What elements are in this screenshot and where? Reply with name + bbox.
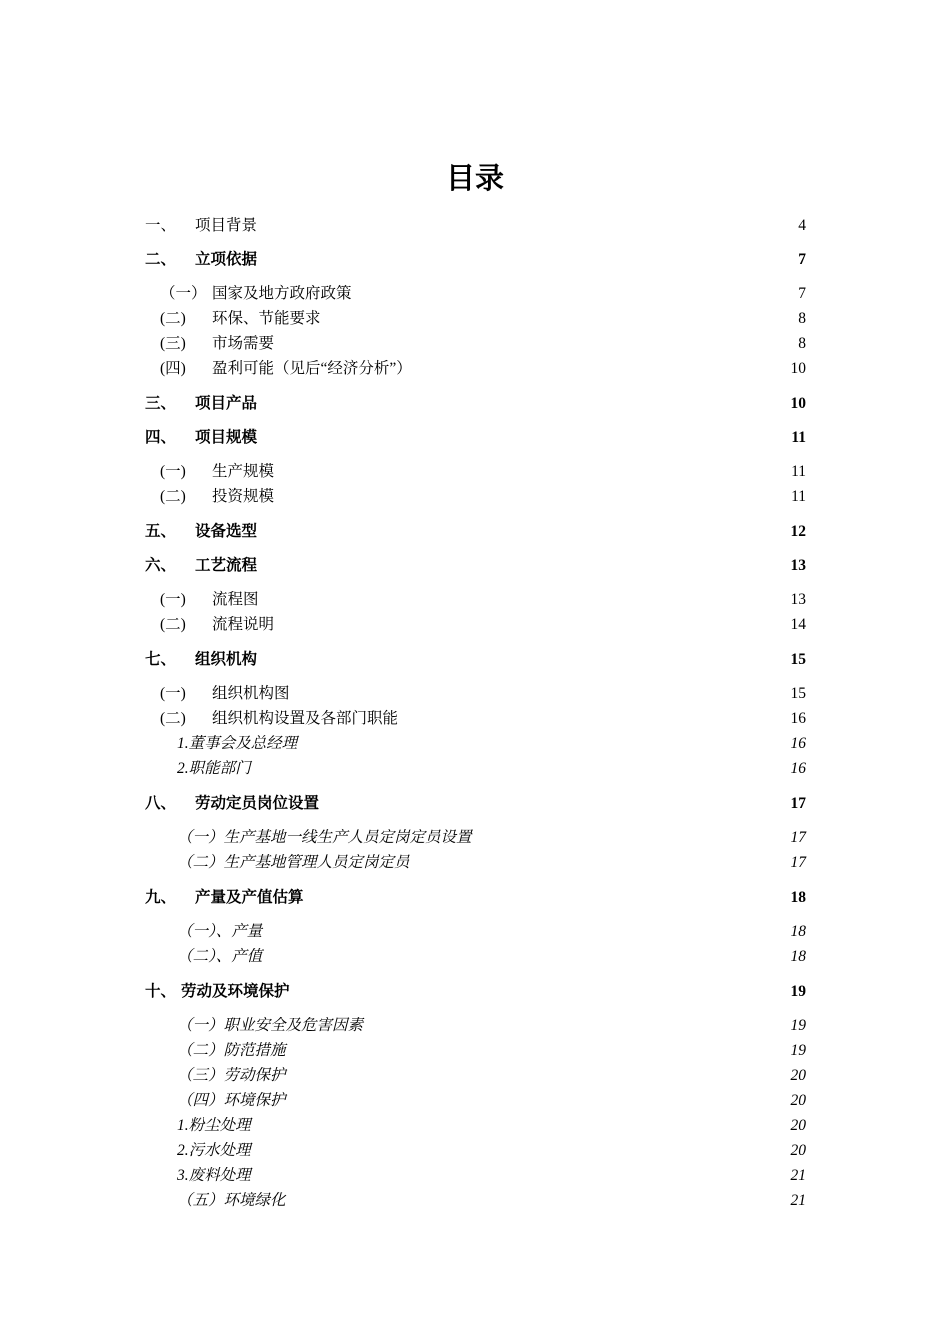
toc-entry-label: （一）、产量 [177, 923, 263, 940]
toc-entry-label: 组织机构设置及各部门职能 [212, 710, 399, 727]
toc-entry-label: 投资规模 [212, 488, 275, 505]
toc-entry-label: 项目规模 [195, 429, 258, 446]
toc-entry[interactable] [0, 248, 950, 272]
toc-entry[interactable] [0, 682, 950, 706]
toc-entry[interactable] [0, 1164, 950, 1188]
toc-entry-label: 立项依据 [195, 251, 258, 268]
toc-entry-page-number: 16 [790, 710, 806, 727]
toc-entry-page-number: 14 [790, 616, 806, 633]
toc-entry-number: 七、 [145, 651, 177, 668]
toc-entry-number: (一) [160, 591, 186, 608]
toc-entry-page-number: 4 [798, 217, 806, 234]
toc-entry-page-number: 12 [790, 523, 806, 540]
toc-entry[interactable] [0, 613, 950, 637]
toc-entry-label: （二）防范措施 [177, 1042, 286, 1059]
toc-entry-label: 劳动定员岗位设置 [195, 795, 320, 812]
toc-entry[interactable] [0, 732, 950, 756]
toc-entry-label: 流程图 [212, 591, 259, 608]
toc-entry-page-number: 20 [790, 1117, 806, 1134]
toc-entry[interactable] [0, 554, 950, 578]
toc-entry-page-number: 19 [790, 1017, 806, 1034]
toc-entry-label: 劳动及环境保护 [181, 983, 290, 1000]
toc-entry[interactable] [0, 1039, 950, 1063]
toc-entry-number: 五、 [145, 523, 177, 540]
toc-entry-page-number: 19 [790, 983, 806, 1000]
toc-entry-label: 组织机构图 [212, 685, 290, 702]
toc-entry-page-number: 21 [790, 1192, 806, 1209]
toc-entry[interactable] [0, 214, 950, 238]
toc-entry-number: 四、 [145, 429, 177, 446]
toc-entry[interactable] [0, 1114, 950, 1138]
toc-entry-page-number: 13 [790, 591, 806, 608]
toc-entry-number: 六、 [145, 557, 177, 574]
toc-entry-page-number: 17 [790, 854, 806, 871]
toc-entry-number: 十、 [145, 983, 177, 1000]
toc-entry-number: 一、 [145, 217, 177, 234]
page-title: 目录 [445, 161, 504, 195]
toc-entry-label: 设备选型 [195, 523, 258, 540]
toc-entry-page-number: 8 [798, 310, 806, 327]
toc-entry-label: 流程说明 [212, 616, 275, 633]
toc-entry[interactable] [0, 826, 950, 850]
toc-entry-label: （二）、产值 [177, 948, 263, 965]
toc-entry[interactable] [0, 980, 950, 1004]
toc-entry-number: 九、 [145, 889, 177, 906]
toc-entry-page-number: 11 [791, 488, 806, 505]
toc-entry-label: 1.董事会及总经理 [177, 735, 298, 752]
toc-entry-number: (二) [160, 310, 186, 327]
toc-entry-label: 环保、节能要求 [212, 310, 321, 327]
toc-entry-label: 1.粉尘处理 [177, 1117, 251, 1134]
toc-entry[interactable] [0, 588, 950, 612]
toc-entry-page-number: 7 [798, 251, 806, 268]
toc-entry-label: 2.职能部门 [177, 760, 251, 777]
toc-entry[interactable] [0, 357, 950, 381]
toc-entry[interactable] [0, 332, 950, 356]
toc-entry[interactable] [0, 1139, 950, 1163]
toc-entry[interactable] [0, 1089, 950, 1113]
toc-entry-label: 项目背景 [195, 217, 258, 234]
toc-entry-page-number: 17 [790, 829, 806, 846]
toc-entry-label: 生产规模 [212, 463, 275, 480]
toc-entry[interactable] [0, 1189, 950, 1213]
toc-entry-page-number: 18 [790, 923, 806, 940]
toc-entry[interactable] [0, 460, 950, 484]
toc-entry-page-number: 11 [791, 429, 806, 446]
toc-entry-page-number: 10 [790, 395, 806, 412]
toc-entry-label: （一）生产基地一线生产人员定岗定员设置 [177, 829, 472, 846]
toc-entry-number: (二) [160, 616, 186, 633]
toc-entry-number: （一） [160, 285, 207, 302]
toc-entry[interactable] [0, 648, 950, 672]
toc-entry-label: 工艺流程 [195, 557, 258, 574]
toc-entry-label: 产量及产值估算 [195, 889, 304, 906]
toc-entry-number: 八、 [145, 795, 177, 812]
toc-entry-page-number: 20 [790, 1067, 806, 1084]
toc-entry-page-number: 13 [790, 557, 806, 574]
toc-entry[interactable] [0, 707, 950, 731]
toc-entry-page-number: 17 [790, 795, 806, 812]
toc-entry-page-number: 18 [790, 889, 806, 906]
toc-entry[interactable] [0, 282, 950, 306]
toc-entry-number: 三、 [145, 395, 177, 412]
toc-entry-number: (二) [160, 488, 186, 505]
toc-entry-label: （四）环境保护 [177, 1092, 286, 1109]
toc-entry-page-number: 20 [790, 1092, 806, 1109]
toc-entry-number: (四) [160, 360, 186, 377]
toc-entry-page-number: 21 [790, 1167, 806, 1184]
toc-entry-number: (二) [160, 710, 186, 727]
toc-entry-label: 3.废料处理 [177, 1167, 251, 1184]
toc-entry[interactable] [0, 945, 950, 969]
toc-entry-number: (一) [160, 463, 186, 480]
toc-entry[interactable] [0, 307, 950, 331]
toc-entry[interactable] [0, 426, 950, 450]
toc-entry[interactable] [0, 851, 950, 875]
toc-entry-label: 盈利可能（见后“经济分析”） [212, 360, 412, 377]
toc-entry-page-number: 10 [790, 360, 806, 377]
toc-entry-label: 国家及地方政府政策 [212, 285, 352, 302]
toc-entry-page-number: 16 [790, 760, 806, 777]
toc-entry-page-number: 11 [791, 463, 806, 480]
toc-entry-label: （三）劳动保护 [177, 1067, 286, 1084]
toc-entry-label: （二）生产基地管理人员定岗定员 [177, 854, 410, 871]
toc-entry[interactable] [0, 920, 950, 944]
toc-entry[interactable] [0, 792, 950, 816]
toc-entry-number: (一) [160, 685, 186, 702]
toc-entry-page-number: 7 [798, 285, 806, 302]
toc-entry[interactable] [0, 485, 950, 509]
toc-entry[interactable] [0, 520, 950, 544]
toc-entry-page-number: 16 [790, 735, 806, 752]
toc-entry-page-number: 19 [790, 1042, 806, 1059]
toc-entry-label: 市场需要 [212, 335, 275, 352]
toc-entry-page-number: 20 [790, 1142, 806, 1159]
toc-entry[interactable] [0, 1014, 950, 1038]
toc-entry-label: 项目产品 [195, 395, 258, 412]
toc-entry[interactable] [0, 392, 950, 416]
toc-entry-label: 组织机构 [195, 651, 258, 668]
toc-entry-label: 2.污水处理 [177, 1142, 251, 1159]
toc-entry[interactable] [0, 886, 950, 910]
toc-entry-page-number: 18 [790, 948, 806, 965]
toc-entry-page-number: 15 [790, 685, 806, 702]
toc-entry-label: （五）环境绿化 [177, 1192, 286, 1209]
toc-entry-page-number: 15 [790, 651, 806, 668]
toc-entry-number: 二、 [145, 251, 177, 268]
toc-entry-page-number: 8 [798, 335, 806, 352]
toc-entry[interactable] [0, 1064, 950, 1088]
toc-entry-label: （一）职业安全及危害因素 [177, 1017, 364, 1034]
toc-entry[interactable] [0, 757, 950, 781]
toc-entry-number: (三) [160, 335, 186, 352]
